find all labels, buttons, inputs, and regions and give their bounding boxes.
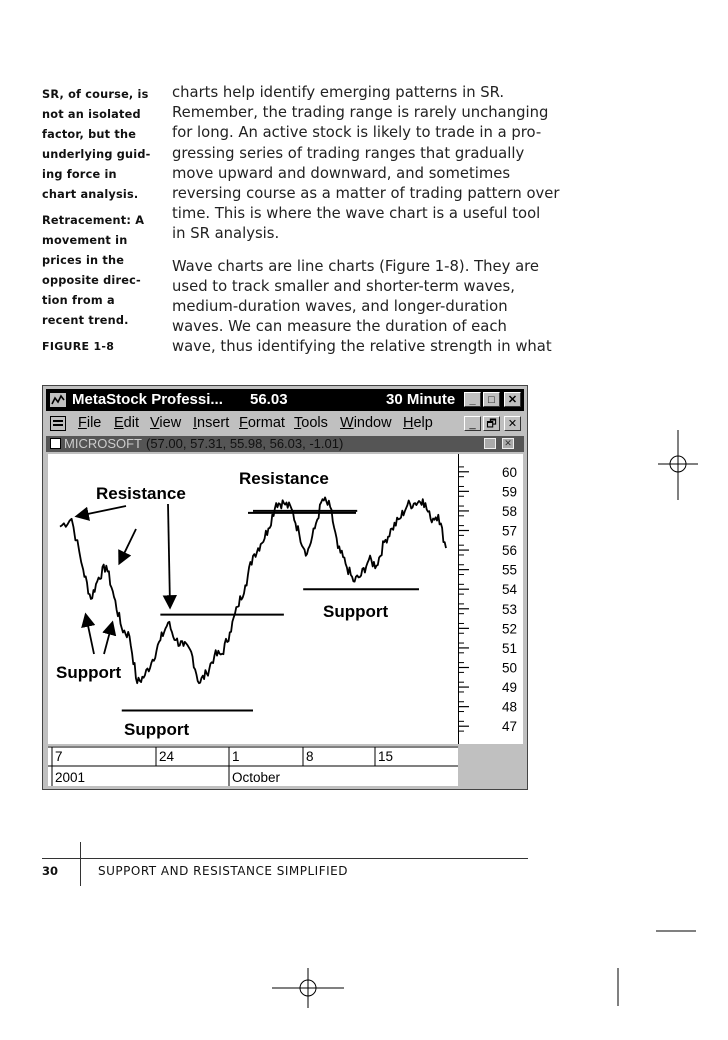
menu-rest: ormat (247, 415, 285, 431)
y-tick-label: 54 (501, 582, 517, 598)
crop-mark (612, 968, 622, 1006)
menu-view[interactable] (150, 415, 181, 431)
footer-rule (42, 858, 528, 859)
text-line: for long. An active stock is likely to trade in a pro- (172, 124, 542, 142)
menu-insert[interactable] (193, 415, 229, 431)
y-tick-label: 56 (501, 543, 517, 559)
y-tick-label: 47 (501, 719, 517, 735)
chart-symbol: MICROSOFT (64, 436, 142, 451)
menu-rest: indow (353, 415, 392, 431)
chart-values: (57.00, 57.31, 55.98, 56.03, -1.01) (146, 436, 344, 451)
y-tick-label: 48 (501, 699, 517, 715)
chart-checkbox[interactable] (50, 438, 61, 449)
chart-plot-area (48, 454, 458, 744)
y-tick-label: 57 (501, 523, 517, 539)
registration-mark (272, 968, 344, 1008)
margin-note-sr (42, 85, 154, 205)
x-tick-label: 1 (232, 749, 240, 764)
menu-bar (46, 413, 524, 435)
menu-key: F (239, 415, 248, 431)
text-line: medium-duration waves, and longer-duration (172, 298, 508, 316)
minimize-button[interactable]: _ (464, 392, 481, 407)
x-period-label: 2001 (55, 770, 86, 785)
title-price: 56.03 (250, 391, 288, 408)
paragraph (172, 257, 552, 358)
annotation-label: Resistance (96, 484, 186, 503)
page-number: 30 (42, 864, 59, 878)
document-icon[interactable] (50, 416, 66, 431)
app-icon (50, 393, 66, 407)
chart-header (46, 436, 524, 452)
window-title: MetaStock Professi... (72, 391, 223, 408)
annotation-label: Support (56, 663, 122, 682)
annotation-label: Support (124, 720, 190, 739)
menu-key: E (114, 415, 124, 431)
note-line: ing force in (42, 168, 117, 181)
menu-format[interactable] (239, 415, 285, 431)
registration-mark (658, 430, 698, 500)
menu-key: T (294, 415, 302, 431)
price-chart (48, 454, 458, 744)
note-line: recent trend. (42, 314, 129, 327)
note-line: not an isolated (42, 108, 141, 121)
x-tick-label: 15 (378, 749, 394, 764)
maximize-button[interactable]: □ (483, 392, 500, 407)
note-line: underlying guid- (42, 148, 151, 161)
text-line: wave, thus identifying the relative strength in what (172, 338, 552, 356)
x-tick-label: 7 (55, 749, 63, 764)
annotation-label: Resistance (239, 469, 329, 488)
menu-window[interactable] (340, 415, 392, 431)
annotation-arrow (120, 529, 136, 562)
note-line: tion from a (42, 294, 115, 307)
text-line: Wave charts are line charts (Figure 1-8). They are (172, 257, 540, 275)
menu-rest: ools (301, 415, 328, 431)
title-interval: 30 Minute (386, 391, 456, 408)
text-line: Remember, the trading range is rarely unchanging (172, 104, 549, 122)
y-tick-label: 51 (501, 640, 517, 656)
text-line: move upward and downward, and sometimes (172, 164, 511, 182)
close-button[interactable]: ✕ (504, 392, 521, 407)
note-line: chart analysis. (42, 188, 139, 201)
menu-help[interactable] (403, 415, 433, 431)
x-tick-label: 8 (306, 749, 314, 764)
annotation-label: Support (323, 602, 389, 621)
menu-rest: ile (86, 415, 102, 431)
y-tick-label: 53 (501, 601, 517, 617)
child-restore-button[interactable]: 🗗 (483, 416, 500, 431)
time-axis (48, 746, 458, 786)
menu-rest: dit (123, 415, 139, 431)
menu-key: F (78, 415, 87, 431)
child-minimize-button[interactable]: _ (464, 416, 481, 431)
running-head: SUPPORT AND RESISTANCE SIMPLIFIED (98, 864, 348, 878)
price-line (60, 497, 446, 683)
note-line: SR, of course, is (42, 88, 149, 101)
child-close-button[interactable]: ✕ (504, 416, 521, 431)
menu-key: H (403, 415, 414, 431)
metastock-window (42, 385, 528, 790)
annotation-arrow (104, 624, 112, 654)
y-tick-label: 49 (501, 680, 517, 696)
margin-note-retracement (42, 211, 154, 331)
text-line: charts help identify emerging patterns in SR. (172, 84, 505, 101)
title-bar (46, 389, 524, 411)
text-line: used to track smaller and shorter-term waves, (172, 277, 515, 295)
menu-rest: elp (413, 415, 433, 431)
note-line: prices in the (42, 254, 125, 267)
chart-minimize-button[interactable] (484, 438, 496, 449)
menu-key: W (340, 415, 354, 431)
text-line: waves. We can measure the duration of each (172, 318, 507, 336)
x-period-label: October (232, 770, 281, 785)
text-line: time. This is where the wave chart is a useful tool (172, 205, 541, 223)
y-tick-label: 55 (501, 562, 517, 578)
axis-corner (459, 746, 523, 786)
menu-rest: iew (159, 415, 182, 431)
y-tick-label: 52 (501, 621, 517, 637)
note-line: factor, but the (42, 128, 137, 141)
y-tick-label: 60 (501, 464, 517, 480)
y-tick-label: 50 (501, 660, 517, 676)
paragraph (172, 83, 560, 245)
menu-key: V (150, 415, 160, 431)
menu-edit[interactable] (114, 415, 139, 431)
price-axis (458, 454, 523, 744)
annotation-arrow (168, 504, 170, 606)
footer-divider (80, 842, 81, 886)
text-line: gressing series of trading ranges that gradually (172, 144, 525, 162)
x-tick-label: 24 (159, 749, 175, 764)
menu-tools[interactable] (294, 415, 328, 431)
y-tick-label: 58 (501, 503, 517, 519)
menu-rest: nsert (197, 415, 230, 431)
figure-label: FIGURE 1-8 (42, 340, 115, 353)
price-axis-svg (459, 454, 523, 744)
note-line: opposite direc- (42, 274, 141, 287)
text-line: in SR analysis. (172, 225, 280, 243)
chart-close-button[interactable]: ✕ (502, 438, 514, 449)
body-text (172, 83, 560, 370)
note-line: Retracement: A (42, 214, 145, 227)
time-axis-svg (48, 746, 458, 786)
menu-key: I (193, 415, 198, 431)
annotation-arrow (86, 616, 94, 654)
y-tick-label: 59 (501, 484, 517, 500)
menu-file[interactable] (78, 415, 101, 431)
text-line: reversing course as a matter of trading pattern over (172, 185, 560, 203)
sidebar (42, 85, 154, 357)
crop-mark (656, 926, 696, 936)
annotation-arrow (78, 506, 126, 516)
note-line: movement in (42, 234, 128, 247)
